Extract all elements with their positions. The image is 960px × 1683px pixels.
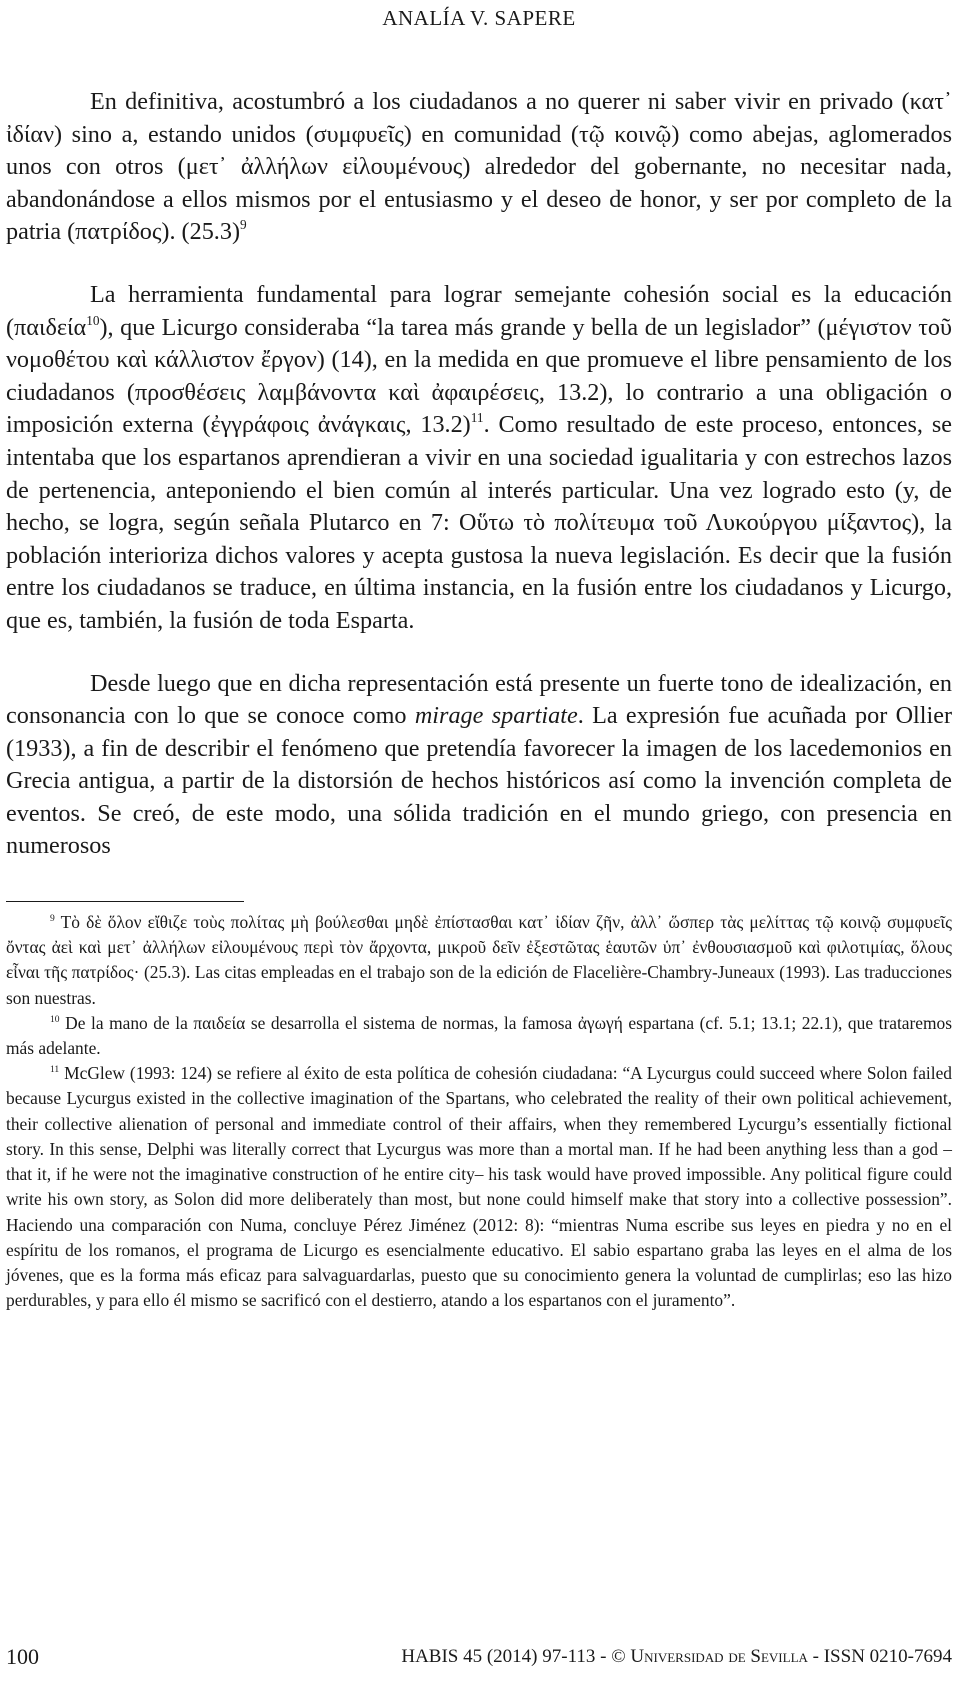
publisher-name: Universidad de Sevilla: [630, 1646, 808, 1667]
paragraph-text: . La expresión fue acuñada por Ollier (1933), a fin de describir el fenómeno que pretendía favorecer la imagen de los lacedemonios en Grecia antigua, a partir de la distorsión de hechos históricos así como la invención completa de eventos. Se creó, de este modo, una sólida tradición en el mundo griego, con presencia en numerosos: [6, 702, 953, 860]
paragraph-text: Desde luego que en dicha representación está presente un fuerte tono de idealización, en consonancia con lo que se conoce como: [6, 669, 952, 730]
paragraph-text: La herramienta fundamental para lograr semejante cohesión social es la educación (παιδεία: [6, 280, 952, 341]
footnote-divider: [6, 901, 244, 902]
footnote-ref-10[interactable]: 10: [86, 312, 100, 328]
footnote-10: [6, 1011, 952, 1061]
footnotes: [6, 910, 952, 1313]
page-number: 100: [6, 1644, 39, 1669]
journal-text: HABIS 45 (2014) 97-113 - ©: [401, 1646, 631, 1667]
paragraph-text: En definitiva, acostumbró a los ciudadanos a no querer ni saber vivir en privado (κατ᾽ ἰδίαν) sino a, estando unidos (συμφυεῖς) en comunidad (τῷ κοινῷ) como abejas, aglomerados unos con otros (μετ᾽ ἀλλήλων εἰλουμένους) alrededor del gobernante, no necesitar nada, abandonándose a ellos mismos por el entusiasmo y el deseo de honor, y ser por completo de la patria (πατρίδος). (25.3): [6, 88, 952, 246]
journal-citation: [401, 1642, 952, 1672]
body-text: [6, 86, 952, 863]
running-head: ANALÍA V. SAPERE: [382, 6, 576, 30]
footnote-number: 11: [50, 1064, 60, 1076]
paragraph-education: [6, 279, 952, 638]
footnote-number: 10: [50, 1013, 60, 1025]
footnote-11: [6, 1061, 952, 1313]
footnote-text: Τὸ δὲ ὅλον εἴθιζε τοὺς πολίτας μὴ βούλεσθαι μηδὲ ἐπίστασθαι κατ᾽ ἰδίαν ζῆν, ἀλλ᾽ ὥσπερ τὰς μελίττας τῷ κοινῷ συμφυεῖς ὄντας ἀεὶ καὶ μετ᾽ ἀλλήλων εἰλουμένους περὶ τὸν ἄρχοντα, μικροῦ δεῖν ἐξεστῶτας ἑαυτῶν ὑπ᾽ ἐνθουσιασμοῦ καὶ φιλοτιμίας, ὅλους εἶναι τῆς πατρίδος· (25.3). Las citas empleadas en el trabajo son de la edición de Flacelière-Chambry-Juneaux (1993). Las traducciones son nuestras.: [6, 912, 952, 1008]
footnote-ref-9[interactable]: 9: [240, 217, 247, 233]
footnote-text: McGlew (1993: 124) se refiere al éxito de esta política de cohesión ciudadana: “A Lycurgus could succeed where Solon failed because Lycurgus existed in the collective imagination of the Spartans, who celebrated the reality of their own political achievement, their collective alienation of personal and immediate control of their affairs, when they remembered Lycurgu’s essentially fictional story. In this sense, Delphi was literally correct that Lycurgus was more than a mortal man. If he had been anything less than a god –that it, if he were not the imaginative construction of he entire city– his task would have proved impossible. Any political figure could write his own story, as Solon did more deliberately than most, but none could himself make that story into a collective possession”. Haciendo una comparación con Numa, concluye Pérez Jiménez (2012: 8): “mientras Numa escribe sus leyes en piedra y no en el espíritu de los romanos, el programa de Licurgo es esencialmente educativo. El sabio espartano graba las leyes en el alma de los jóvenes, que es la forma más eficaz para salvaguardarlas, puesto que su conocimiento genera la voluntad de cumplirlas; eso las hizo perdurables, y para ello él mismo se sacrificó con el destierro, atando a los espartanos con el juramento”.: [6, 1063, 952, 1311]
page-footer: [6, 1642, 952, 1672]
footnote-text: De la mano de la παιδεία se desarrolla el sistema de normas, la famosa ἀγωγή espartana (cf. 5.1; 13.1; 22.1), que trataremos más adelante.: [6, 1012, 953, 1059]
footnote-ref-11[interactable]: 11: [470, 410, 484, 426]
footnote-number: 9: [50, 912, 55, 924]
paragraph-text: ), que Licurgo consideraba “la tarea más grande y bella de un legislador” (μέγιστον τοῦ νομοθέτου καὶ κάλλιστον ἔργον) (14), en la medida en que promueve el libre pensamiento de los ciudadanos (προσθέσεις λαμβάνοντα καὶ ἀφαιρέσεις, 13.2), lo contrario a una obligación o imposición externa (ἐγγράφοις ἀνάγκαις, 13.2): [6, 313, 952, 439]
italic-term: mirage spartiate: [414, 702, 578, 730]
paragraph-mirage: [6, 668, 952, 864]
journal-text: - ISSN 0210-7694: [807, 1646, 952, 1667]
footnote-9: [6, 910, 952, 1011]
paragraph-quote-translation: [6, 86, 952, 249]
paragraph-text: . Como resultado de este proceso, entonces, se intentaba que los espartanos aprendieran a vivir en una sociedad igualitaria y con estrechos lazos de pertenencia, anteponiendo el bien común al interés particular. Una vez logrado esto (y, de hecho, se logra, según señala Plutarco en 7: Οὕτω τὸ πολίτευμα τοῦ Λυκούργου μίξαντος), la población interioriza dichos valores y acepta gustosa la nueva legislación. Es decir que la fusión entre los ciudadanos se traduce, en última instancia, en la fusión entre los ciudadanos y Licurgo, que es, también, la fusión de toda Esparta.: [6, 411, 952, 634]
